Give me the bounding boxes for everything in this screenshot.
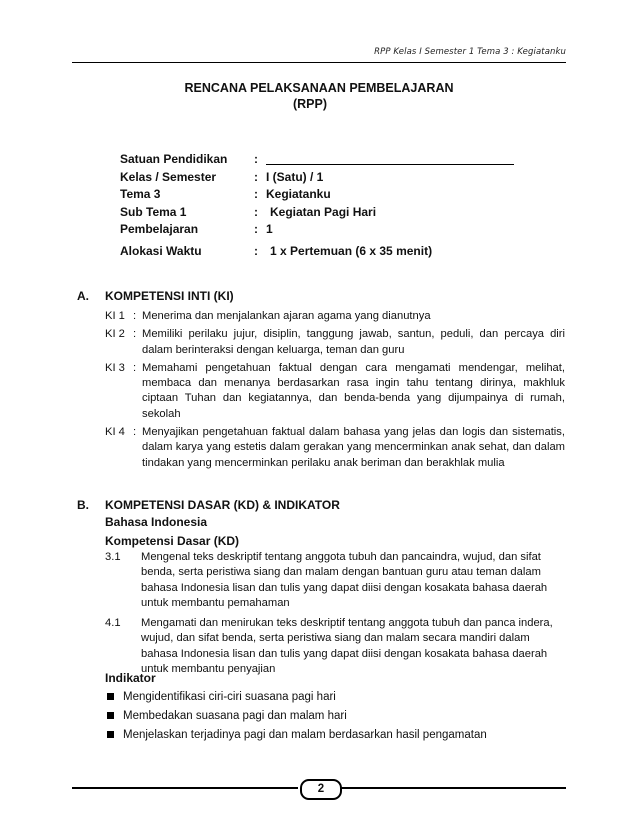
kd-heading: Kompetensi Dasar (KD) (105, 534, 240, 548)
kd-text: Mengamati dan menirukan teks deskriptif tentang anggota tubuh dan panca indera, wujud, dan sifat benda, serta peristiwa siang dan malam secara mandiri dalam bahasa Indonesia lisan dan tulis yang dapat diisi dengan kosakata bahasa daerah untuk membantu penyajian (141, 617, 553, 676)
ki-item (105, 361, 565, 422)
identity-row (120, 244, 514, 262)
ki-number: KI 4 (105, 426, 125, 439)
identity-value: 1 x Pertemuan (6 x 35 menit) (270, 244, 433, 258)
identity-colon: : (254, 152, 258, 166)
identity-label: Kelas / Semester (120, 169, 217, 184)
ki-text: Memiliki perilaku jujur, disiplin, tanggung jawab, santun, peduli, dan percaya diri dalam berinteraksi dengan keluarga, teman dan guru (142, 328, 565, 356)
list-item (105, 706, 487, 725)
ki-colon: : (133, 328, 137, 341)
indicator-text: Membedakan suasana pagi dan malam hari (123, 709, 347, 722)
identity-colon: : (254, 204, 258, 219)
identity-label: Satuan Pendidikan (120, 152, 228, 166)
ki-list (105, 309, 565, 471)
identity-blank-line (266, 152, 514, 165)
document-subtitle: (RPP) (292, 97, 328, 111)
identity-label: Pembelajaran (120, 222, 199, 236)
ki-number: KI 1 (105, 310, 125, 322)
footer-rule-left (72, 787, 298, 789)
indicator-list (105, 687, 487, 744)
footer-rule-right (340, 787, 566, 789)
square-bullet-icon (107, 693, 114, 700)
identity-row (120, 187, 514, 205)
identity-colon: : (254, 222, 258, 236)
document-title: RENCANA PELAKSANAAN PEMBELAJARAN (184, 81, 454, 95)
indicator-heading: Indikator (105, 671, 156, 685)
kd-text: Mengenal teks deskriptif tentang anggota tubuh dan pancaindra, wujud, dan sifat benda, serta peristiwa siang dan malam dengan bantuan guru atau teman dalam bahasa Indonesia lisan dan tulis yang dapat diisi dengan kosakata bahasa daerah untuk membantu pemahaman (141, 551, 548, 609)
ki-colon: : (133, 310, 137, 322)
kd-number: 3.1 (105, 551, 121, 563)
ki-colon: : (133, 426, 137, 439)
identity-value: Kegiatan Pagi Hari (270, 204, 377, 219)
ki-text: Memahami pengetahuan faktual dengan cara mengamati mendengar, melihat, membaca dan menanya berdasarkan rasa ingin tahu tentang dirinya, makhluk ciptaan Tuhan dan kegiatannya, dan benda-benda yang dijumpainya di rumah, sekolah (142, 361, 565, 420)
ki-text: Menerima dan menjalankan ajaran agama yang dianutnya (142, 310, 431, 322)
indicator-text: Menjelaskan terjadinya pagi dan malam berdasarkan hasil pengamatan (123, 728, 487, 741)
square-bullet-icon (107, 712, 114, 719)
identity-label: Sub Tema 1 (120, 204, 187, 219)
ki-item (105, 425, 565, 471)
subject-heading: Bahasa Indonesia (105, 515, 208, 529)
identity-colon: : (254, 244, 258, 258)
ki-number: KI 2 (105, 328, 125, 341)
identity-row (120, 170, 514, 188)
section-title: KOMPETENSI DASAR (KD) & INDIKATOR (105, 498, 340, 512)
kd-item (105, 616, 565, 677)
identity-value: 1 (266, 222, 273, 236)
list-item (105, 725, 487, 744)
section-letter: A. (77, 289, 89, 303)
header-rule (72, 62, 566, 63)
identity-row (120, 222, 514, 244)
list-item (105, 687, 487, 706)
ki-text: Menyajikan pengetahuan faktual dalam bahasa yang jelas dan logis dan sistematis, dalam karya yang estetis dalam gerakan yang mencerminkan anak sehat, dan dalam tindakan yang mencerminkan perilaku anak beriman dan berakhlak mulia (142, 426, 565, 469)
section-title: KOMPETENSI INTI (KI) (105, 289, 234, 303)
kd-item (105, 550, 565, 611)
identity-colon: : (254, 169, 258, 184)
square-bullet-icon (107, 731, 114, 738)
identity-value: Kegiatanku (266, 187, 331, 201)
identity-label: Tema 3 (120, 187, 161, 201)
identity-value: I (Satu) / 1 (266, 169, 324, 184)
kd-number: 4.1 (105, 617, 121, 630)
ki-colon: : (133, 361, 137, 374)
indicator-text: Mengidentifikasi ciri-ciri suasana pagi hari (123, 690, 336, 703)
identity-table (120, 152, 514, 262)
identity-label: Alokasi Waktu (120, 244, 202, 258)
page-number: 2 (300, 779, 342, 800)
ki-item (105, 309, 565, 324)
identity-row (120, 152, 514, 170)
running-header: RPP Kelas I Semester 1 Tema 3 : Kegiatanku (374, 47, 566, 57)
ki-number: KI 3 (105, 361, 125, 374)
identity-row (120, 205, 514, 223)
kd-list (105, 550, 565, 677)
identity-colon: : (254, 187, 258, 201)
section-letter: B. (77, 498, 89, 512)
ki-item (105, 327, 565, 358)
